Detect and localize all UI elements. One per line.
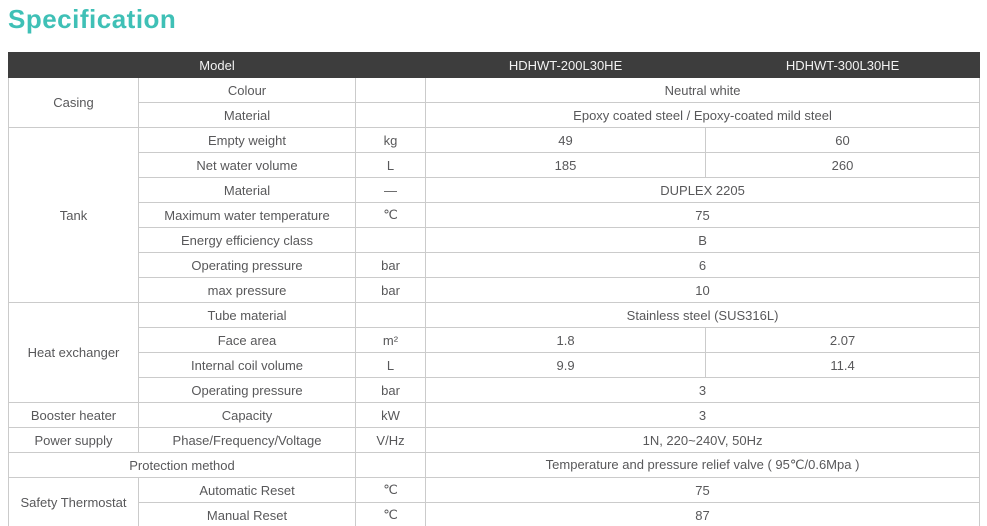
hx-face-area-value-300: 2.07 xyxy=(706,328,980,353)
row-safety-manual-reset xyxy=(9,503,980,526)
tank-empty-weight-unit: kg xyxy=(356,128,426,153)
hx-operating-pressure-value: 3 xyxy=(426,378,980,403)
casing-colour-property: Colour xyxy=(139,78,356,103)
booster-capacity-property: Capacity xyxy=(139,403,356,428)
protection-method-value: Temperature and pressure relief valve ( 95℃/0.6Mpa ) xyxy=(426,453,980,478)
tank-net-water-volume-value-300: 260 xyxy=(706,153,980,178)
booster-capacity-value: 3 xyxy=(426,403,980,428)
row-tank-energy-efficiency-class xyxy=(9,228,980,253)
row-safety-automatic-reset xyxy=(9,478,980,503)
booster-heater-label: Booster heater xyxy=(9,403,139,428)
tank-net-water-volume-property: Net water volume xyxy=(139,153,356,178)
tank-net-water-volume-value-200: 185 xyxy=(426,153,706,178)
hx-internal-coil-volume-value-200: 9.9 xyxy=(426,353,706,378)
tank-max-water-temperature-property: Maximum water temperature xyxy=(139,203,356,228)
power-supply-label: Power supply xyxy=(9,428,139,453)
tank-net-water-volume-unit: L xyxy=(356,153,426,178)
model-column-200: HDHWT-200L30HE xyxy=(426,53,706,78)
casing-material-unit xyxy=(356,103,426,128)
tank-empty-weight-value-300: 60 xyxy=(706,128,980,153)
tank-material-unit: — xyxy=(356,178,426,203)
casing-label: Casing xyxy=(9,78,139,128)
row-power-supply xyxy=(9,428,980,453)
row-casing-colour xyxy=(9,78,980,103)
power-supply-property: Phase/Frequency/Voltage xyxy=(139,428,356,453)
power-supply-value: 1N, 220~240V, 50Hz xyxy=(426,428,980,453)
row-casing-material xyxy=(9,103,980,128)
page-title: Specification xyxy=(8,4,177,34)
casing-material-value: Epoxy coated steel / Epoxy-coated mild steel xyxy=(426,103,980,128)
tank-max-water-temperature-unit: ℃ xyxy=(356,203,426,228)
row-hx-operating-pressure xyxy=(9,378,980,403)
tank-max-water-temperature-value: 75 xyxy=(426,203,980,228)
hx-tube-material-unit xyxy=(356,303,426,328)
hx-internal-coil-volume-unit: L xyxy=(356,353,426,378)
casing-material-property: Material xyxy=(139,103,356,128)
tank-max-pressure-property: max pressure xyxy=(139,278,356,303)
row-tank-material xyxy=(9,178,980,203)
safety-automatic-reset-unit: ℃ xyxy=(356,478,426,503)
casing-colour-value: Neutral white xyxy=(426,78,980,103)
safety-automatic-reset-value: 75 xyxy=(426,478,980,503)
hx-operating-pressure-property: Operating pressure xyxy=(139,378,356,403)
tank-energy-efficiency-class-unit xyxy=(356,228,426,253)
hx-tube-material-value: Stainless steel (SUS316L) xyxy=(426,303,980,328)
hx-face-area-unit: m² xyxy=(356,328,426,353)
protection-method-unit xyxy=(356,453,426,478)
row-hx-internal-coil-volume xyxy=(9,353,980,378)
safety-manual-reset-property: Manual Reset xyxy=(139,503,356,526)
specification-table xyxy=(8,52,980,526)
tank-max-pressure-value: 10 xyxy=(426,278,980,303)
safety-automatic-reset-property: Automatic Reset xyxy=(139,478,356,503)
safety-manual-reset-unit: ℃ xyxy=(356,503,426,526)
safety-manual-reset-value: 87 xyxy=(426,503,980,526)
tank-empty-weight-property: Empty weight xyxy=(139,128,356,153)
hx-operating-pressure-unit: bar xyxy=(356,378,426,403)
heat-exchanger-label: Heat exchanger xyxy=(9,303,139,403)
model-column-300: HDHWT-300L30HE xyxy=(706,53,980,78)
page xyxy=(0,4,987,526)
tank-max-pressure-unit: bar xyxy=(356,278,426,303)
tank-empty-weight-value-200: 49 xyxy=(426,128,706,153)
row-hx-face-area xyxy=(9,328,980,353)
hx-face-area-value-200: 1.8 xyxy=(426,328,706,353)
tank-label: Tank xyxy=(9,128,139,303)
hx-internal-coil-volume-property: Internal coil volume xyxy=(139,353,356,378)
tank-operating-pressure-unit: bar xyxy=(356,253,426,278)
hx-face-area-property: Face area xyxy=(139,328,356,353)
protection-method-label: Protection method xyxy=(9,453,356,478)
row-tank-empty-weight xyxy=(9,128,980,153)
model-header-label: Model xyxy=(9,53,426,78)
row-tank-max-pressure xyxy=(9,278,980,303)
row-booster-capacity xyxy=(9,403,980,428)
casing-colour-unit xyxy=(356,78,426,103)
row-tank-net-water-volume xyxy=(9,153,980,178)
tank-energy-efficiency-class-property: Energy efficiency class xyxy=(139,228,356,253)
hx-internal-coil-volume-value-300: 11.4 xyxy=(706,353,980,378)
row-hx-tube-material xyxy=(9,303,980,328)
booster-capacity-unit: kW xyxy=(356,403,426,428)
tank-material-value: DUPLEX 2205 xyxy=(426,178,980,203)
tank-operating-pressure-property: Operating pressure xyxy=(139,253,356,278)
row-tank-operating-pressure xyxy=(9,253,980,278)
table-header-row xyxy=(9,53,980,78)
tank-material-property: Material xyxy=(139,178,356,203)
row-protection-method xyxy=(9,453,980,478)
safety-thermostat-label: Safety Thermostat xyxy=(9,478,139,526)
tank-operating-pressure-value: 6 xyxy=(426,253,980,278)
row-tank-max-water-temperature xyxy=(9,203,980,228)
power-supply-unit: V/Hz xyxy=(356,428,426,453)
tank-energy-efficiency-class-value: B xyxy=(426,228,980,253)
hx-tube-material-property: Tube material xyxy=(139,303,356,328)
